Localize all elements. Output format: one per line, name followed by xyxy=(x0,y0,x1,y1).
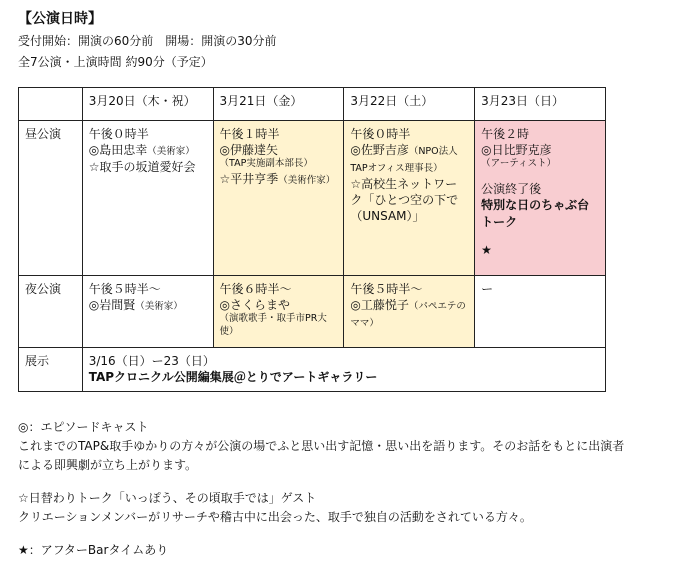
exhibit-label: 展示 xyxy=(19,348,83,392)
talk-guest-role: （美術作家） xyxy=(278,175,336,187)
talk-note-head: ☆日替わりトーク「いっぽう、その頃取手では」ゲスト xyxy=(18,491,317,505)
talk-guest: ☆平井亨季 xyxy=(219,172,279,187)
episode-guest: ◎伊藤達矢 xyxy=(219,143,279,158)
episode-note-head: ◎：エピソードキャスト xyxy=(18,420,149,434)
day-header: 3月22日（土） xyxy=(344,88,475,121)
no-performance: ー xyxy=(481,282,494,296)
episode-guest: ◎さくらまや xyxy=(219,298,291,313)
section-title: 【公演日時】 xyxy=(18,11,102,27)
time: 午後５時半〜 xyxy=(88,282,161,296)
header-row xyxy=(19,88,606,121)
time: 午後５時半〜 xyxy=(350,282,423,296)
guest-role: （アーティスト） xyxy=(481,158,557,170)
guest-role: （美術家） xyxy=(135,301,183,313)
time: 午後０時半 xyxy=(350,127,411,141)
time: 午後２時 xyxy=(481,127,530,141)
guest-role: （TAP実施副本部長） xyxy=(219,158,313,170)
episode-note-body: による即興劇が立ち上がります。 xyxy=(18,458,198,472)
episode-guest: ◎島田忠幸 xyxy=(88,143,148,158)
episode-guest: ◎佐野吉彦 xyxy=(350,143,409,158)
total-performances: 全7公演・上演時間 約90分（予定） xyxy=(18,55,213,69)
evening-cell-0321 xyxy=(213,276,344,348)
guest-role: （美術家） xyxy=(147,146,195,158)
day-header: 3月23日（日） xyxy=(475,88,606,121)
day-header: 3月21日（金） xyxy=(213,88,344,121)
after-bar-star: ★ xyxy=(481,242,492,257)
header-corner xyxy=(19,88,83,121)
evening-cell-0320 xyxy=(82,276,213,348)
after-bar-note: ★：アフターBarタイムあり xyxy=(18,543,169,557)
episode-note-body: これまでのTAP&取手ゆかりの方々が公演の場でふと思い出す記憶・思い出を語ります。そのお話をもとに出演者 xyxy=(18,439,625,453)
evening-label: 夜公演 xyxy=(19,276,83,348)
matinee-cell-0323 xyxy=(475,121,606,276)
guest-role: （演歌歌手・取手市PR大使） xyxy=(219,313,327,338)
special-talk: 特別な日のちゃぶ台トーク xyxy=(481,198,590,229)
exhibit-cell xyxy=(82,348,605,392)
time: 午後６時半〜 xyxy=(219,282,292,296)
day-header: 3月20日（木・祝） xyxy=(82,88,213,121)
time: 午後１時半 xyxy=(219,127,280,141)
matinee-label: 昼公演 xyxy=(19,121,83,276)
evening-cell-0323 xyxy=(475,276,606,348)
matinee-cell-0320 xyxy=(82,121,213,276)
talk-note-body: クリエーションメンバーがリサーチや稽古中に出会った、取手で独自の活動をされている方々。 xyxy=(18,510,532,524)
matinee-row xyxy=(19,121,606,276)
matinee-cell-0321 xyxy=(213,121,344,276)
reception-info: 受付開始：開演の60分前 開場：開演の30分前 xyxy=(18,34,277,48)
time: 午後０時半 xyxy=(88,127,149,141)
episode-guest: ◎日比野克彦 xyxy=(481,143,552,158)
evening-cell-0322 xyxy=(344,276,475,348)
guest-role: （NPO法人TAPオフィス理事長） xyxy=(350,146,458,174)
exhibit-desc: TAPクロニクル公開編集展＠とりでアートギャラリー xyxy=(88,370,378,385)
matinee-cell-0322 xyxy=(344,121,475,276)
evening-row xyxy=(19,276,606,348)
episode-guest: ◎岩間賢 xyxy=(88,298,136,313)
exhibit-row xyxy=(19,348,606,392)
exhibit-dates: 3/16（日）ー23（日） xyxy=(88,354,215,368)
episode-guest: ◎工藤悦子 xyxy=(350,298,409,313)
after-show-note: 公演終了後 xyxy=(481,182,542,197)
talk-guest: ☆取手の坂道愛好会 xyxy=(88,160,196,174)
talk-guest: ☆高校生ネットワーク「ひとつ空の下で（UNSAM）」 xyxy=(350,176,459,224)
guest-role: （パペエテのママ） xyxy=(350,301,466,329)
schedule-table xyxy=(18,87,606,392)
